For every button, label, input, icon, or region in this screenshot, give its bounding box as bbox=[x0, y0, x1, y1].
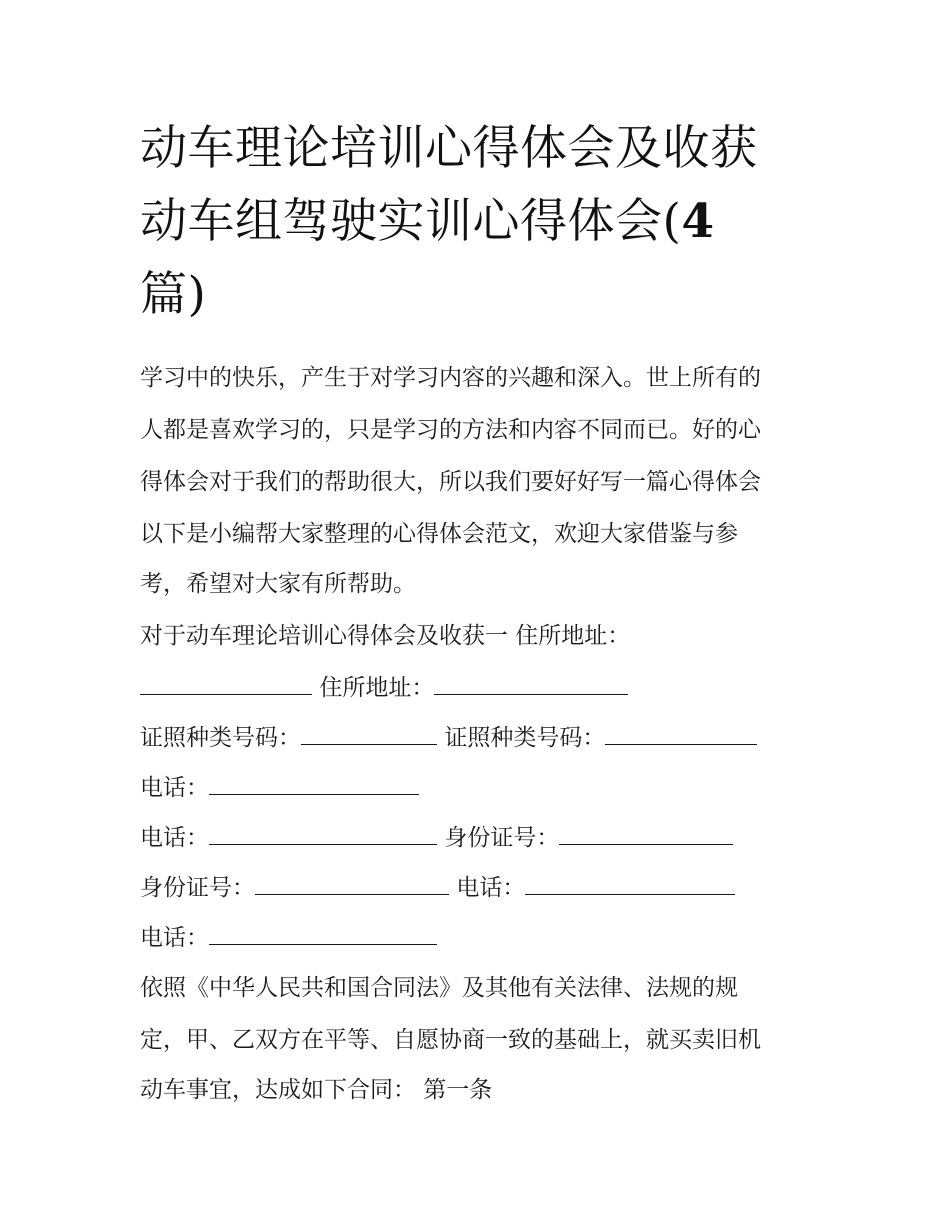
intro-line-1: 学习中的快乐，产生于对学习内容的兴趣和深入。世上所有的 bbox=[140, 365, 761, 391]
blank-phone-1[interactable] bbox=[209, 772, 419, 795]
intro-line-3: 得体会对于我们的帮助很大，所以我们要好好写一篇心得体会 bbox=[140, 469, 761, 495]
blank-idcard-2[interactable] bbox=[255, 872, 449, 895]
form-heading: 对于动车理论培训心得体会及收获一 住所地址： bbox=[140, 623, 631, 649]
blank-idcard-1[interactable] bbox=[559, 822, 733, 845]
form-row-idcard-phone bbox=[140, 872, 735, 904]
id-label-2: 证照种类号码： bbox=[444, 725, 606, 751]
intro-line-4: 以下是小编帮大家整理的心得体会范文，欢迎大家借鉴与参 bbox=[140, 521, 738, 547]
blank-phone-2[interactable] bbox=[209, 822, 437, 845]
intro-line-5: 考，希望对大家有所帮助。 bbox=[140, 571, 416, 597]
blank-phone-4[interactable] bbox=[209, 922, 437, 945]
form-row-phone-idcard bbox=[140, 822, 733, 854]
contract-line-3: 动车事宜，达成如下合同： 第一条 bbox=[140, 1077, 493, 1103]
form-row-address bbox=[140, 672, 628, 704]
phone-label-3: 电话： bbox=[456, 875, 526, 901]
title-count: 4 bbox=[681, 194, 715, 249]
idcard-label-1: 身份证号： bbox=[444, 825, 560, 851]
phone-label-2: 电话： bbox=[140, 825, 209, 851]
title-line-3: 篇) bbox=[140, 267, 207, 322]
form-row-id bbox=[140, 722, 757, 754]
title-line-1: 动车理论培训心得体会及收获 bbox=[140, 121, 758, 176]
idcard-label-2: 身份证号： bbox=[140, 875, 255, 901]
blank-phone-3[interactable] bbox=[525, 872, 735, 895]
address-label: 住所地址： bbox=[319, 675, 435, 701]
intro-line-2: 人都是喜欢学习的，只是学习的方法和内容不同而已。好的心 bbox=[140, 417, 761, 443]
form-row-phone-2 bbox=[140, 922, 437, 954]
blank-id-1[interactable] bbox=[301, 722, 437, 745]
contract-line-2: 定，甲、乙双方在平等、自愿协商一致的基础上，就买卖旧机 bbox=[140, 1027, 761, 1053]
blank-id-2[interactable] bbox=[605, 722, 757, 745]
title-line-2: 动车组驾驶实训心得体会( bbox=[140, 194, 682, 249]
phone-label-4: 电话： bbox=[140, 925, 209, 951]
form-row-phone-1 bbox=[140, 772, 419, 804]
phone-label-1: 电话： bbox=[140, 775, 209, 801]
contract-line-1: 依照《中华人民共和国合同法》及其他有关法律、法规的规 bbox=[140, 975, 738, 1001]
blank-address-1[interactable] bbox=[140, 672, 312, 695]
blank-address-2[interactable] bbox=[434, 672, 628, 695]
document-title bbox=[140, 112, 820, 331]
id-label-1: 证照种类号码： bbox=[140, 725, 301, 751]
